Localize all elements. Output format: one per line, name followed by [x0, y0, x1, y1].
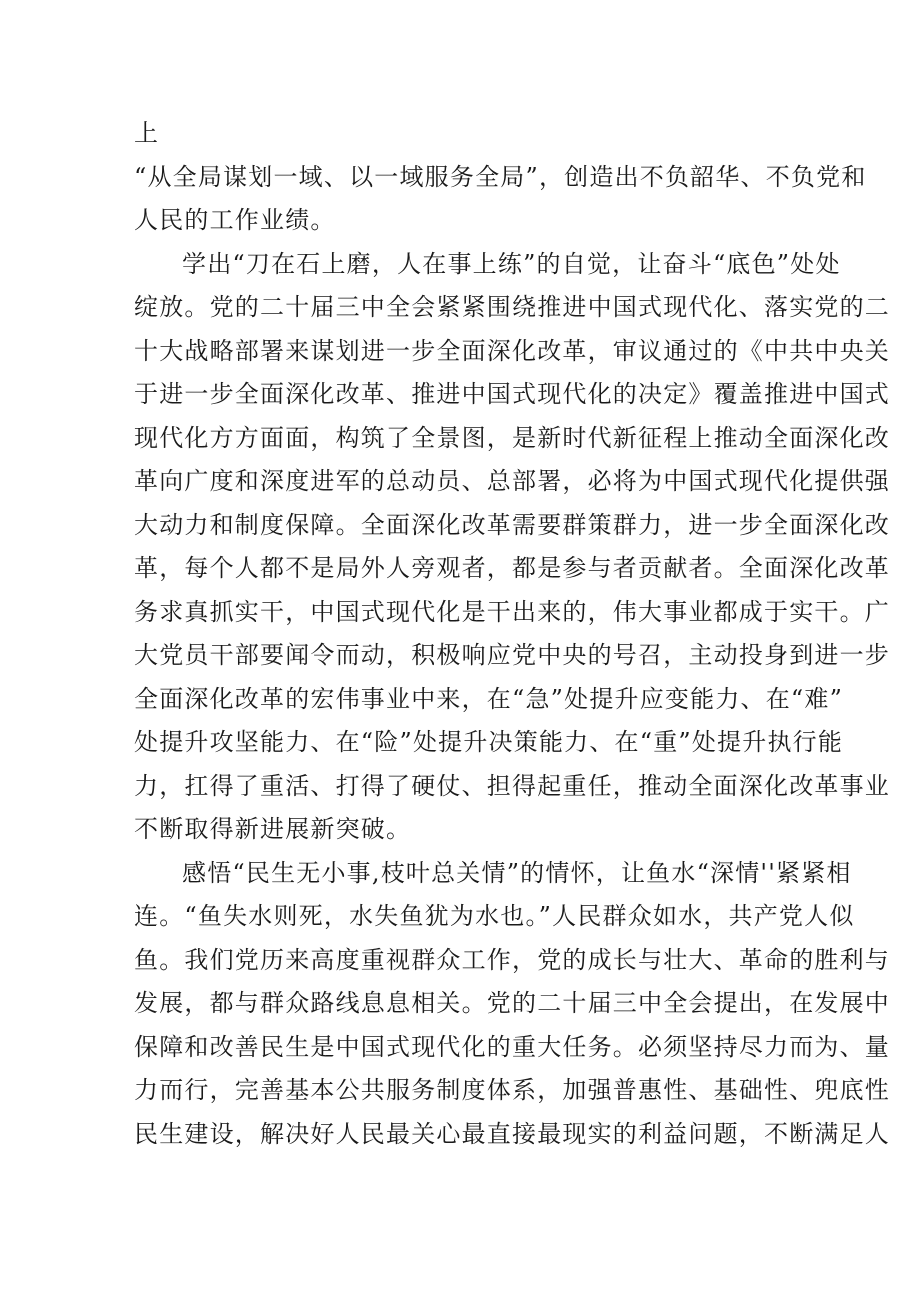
paragraph-4 — [134, 852, 890, 1157]
text-line: 不断取得新进展新突破。 — [134, 815, 412, 843]
text-line: 力，扛得了重活、打得了硬仗、担得起重任，推动全面深化改革事业 — [134, 771, 890, 800]
text-line: 现代化方方面面，构筑了全景图，是新时代新征程上推动全面深化改 — [134, 423, 890, 452]
text-line: 全面深化改革的宏伟事业中来，在“急”处提升应变能力、在“难” — [134, 684, 844, 713]
text-line: 人民的工作业绩。 — [134, 206, 336, 234]
text-line: 上 — [134, 119, 160, 147]
document-body — [134, 112, 890, 1156]
text-line: 处提升攻坚能力、在“险”处提升决策能力、在“重”处提升执行能 — [134, 728, 844, 756]
text-line: “从全局谋划一域、以一域服务全局”，创造出不负韶华、不负党和 — [134, 162, 867, 191]
text-line: 连。“鱼失水则死，水失鱼犹为水也。”人民群众如水，共产党人似 — [134, 902, 855, 930]
text-line: 鱼。我们党历来高度重视群众工作，党的成长与壮大、革命的胜利与 — [134, 945, 890, 974]
text-line: 学出“刀在石上磨，人在事上练”的自觉，让奋斗“底色”处处 — [182, 249, 841, 278]
text-line: 务求真抓实干，中国式现代化是干出来的，伟大事业都成于实干。广 — [134, 597, 890, 626]
text-line: 十大战略部署来谋划进一步全面深化改革，审议通过的《中共中央关 — [134, 336, 890, 365]
text-line: 绽放。党的二十届三中全会紧紧围绕推进中国式现代化、落实党的二 — [134, 293, 890, 321]
text-line: 革，每个人都不是局外人旁观者，都是参与者贡献者。全面深化改革 — [134, 554, 890, 582]
text-line: 民生建设，解决好人民最关心最直接最现实的利益问题，不断满足人 — [134, 1119, 890, 1148]
text-line: 力而行，完善基本公共服务制度体系，加强普惠性、基础性、兜底性 — [134, 1076, 890, 1104]
text-line: 革向广度和深度进军的总动员、总部署，必将为中国式现代化提供强 — [134, 467, 890, 495]
text-line: 保障和改善民生是中国式现代化的重大任务。必须坚持尽力而为、量 — [134, 1032, 890, 1061]
paragraph-1 — [134, 112, 794, 156]
text-line: 感悟“民生无小事,枝叶总关情”的情怀，让鱼水“深情''紧紧相 — [182, 858, 852, 887]
paragraph-3 — [134, 243, 890, 852]
text-line: 于进一步全面深化改革、推进中国式现代化的决定》覆盖推进中国式 — [134, 380, 890, 408]
text-line: 大动力和制度保障。全面深化改革需要群策群力，进一步全面深化改 — [134, 510, 890, 539]
text-line: 大党员干部要闻令而动，积极响应党中央的号召，主动投身到进一步 — [134, 641, 890, 669]
paragraph-2 — [134, 156, 867, 243]
text-line: 发展，都与群众路线息息相关。党的二十届三中全会提出，在发展中 — [134, 989, 890, 1017]
